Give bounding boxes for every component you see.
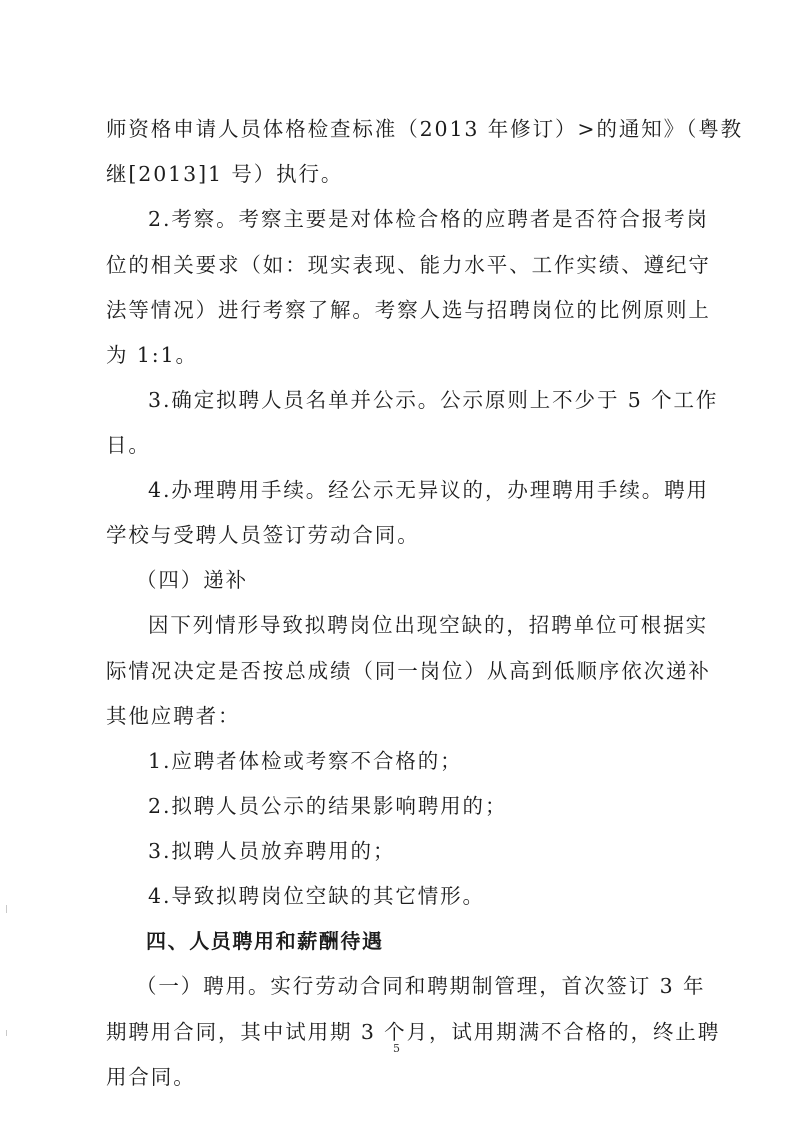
paragraph-line: 学校与受聘人员签订劳动合同。 (106, 523, 420, 547)
paragraph-line: 位的相关要求（如：现实表现、能力水平、工作实绩、遵纪守 (106, 253, 711, 277)
paragraph-line: 为 1:1。 (106, 343, 198, 367)
paragraph-line: 其他应聘者： (106, 704, 241, 728)
paragraph-line: 继[2013]1 号）执行。 (106, 162, 344, 186)
scan-edge-mark (6, 1030, 7, 1036)
paragraph-line: 际情况决定是否按总成绩（同一岗位）从高到低顺序依次递补 (106, 659, 711, 683)
paragraph-line: 2.考察。考察主要是对体检合格的应聘者是否符合报考岗 (148, 207, 709, 231)
list-item: 4.导致拟聘岗位空缺的其它情形。 (148, 884, 485, 908)
paragraph-line: 3.确定拟聘人员名单并公示。公示原则上不少于 5 个工作 (148, 388, 719, 412)
paragraph-line: 用合同。 (106, 1065, 196, 1089)
paragraph-line: （一）聘用。实行劳动合同和聘期制管理，首次签订 3 年 (136, 974, 706, 998)
paragraph-line: 因下列情形导致拟聘岗位出现空缺的，招聘单位可根据实 (148, 613, 708, 637)
paragraph-line: 4.办理聘用手续。经公示无异议的，办理聘用手续。聘用 (148, 478, 709, 502)
paragraph-line: 法等情况）进行考察了解。考察人选与招聘岗位的比例原则上 (106, 298, 711, 322)
list-item: 2.拟聘人员公示的结果影响聘用的； (148, 794, 508, 818)
list-item: 3.拟聘人员放弃聘用的； (148, 839, 396, 863)
section-subheading: （四）递补 (136, 568, 248, 592)
section-heading: 四、人员聘用和薪酬待遇 (146, 929, 384, 953)
paragraph-line: 师资格申请人员体格检查标准（2013 年修订）>的通知》（粤教 (106, 117, 744, 141)
paragraph-line: 日。 (106, 433, 151, 457)
list-item: 1.应聘者体检或考察不合格的； (148, 749, 463, 773)
paragraph-line: 期聘用合同，其中试用期 3 个月，试用期满不合格的，终止聘 (106, 1020, 721, 1044)
scan-edge-mark (6, 905, 7, 913)
page-number: 5 (393, 1042, 400, 1055)
